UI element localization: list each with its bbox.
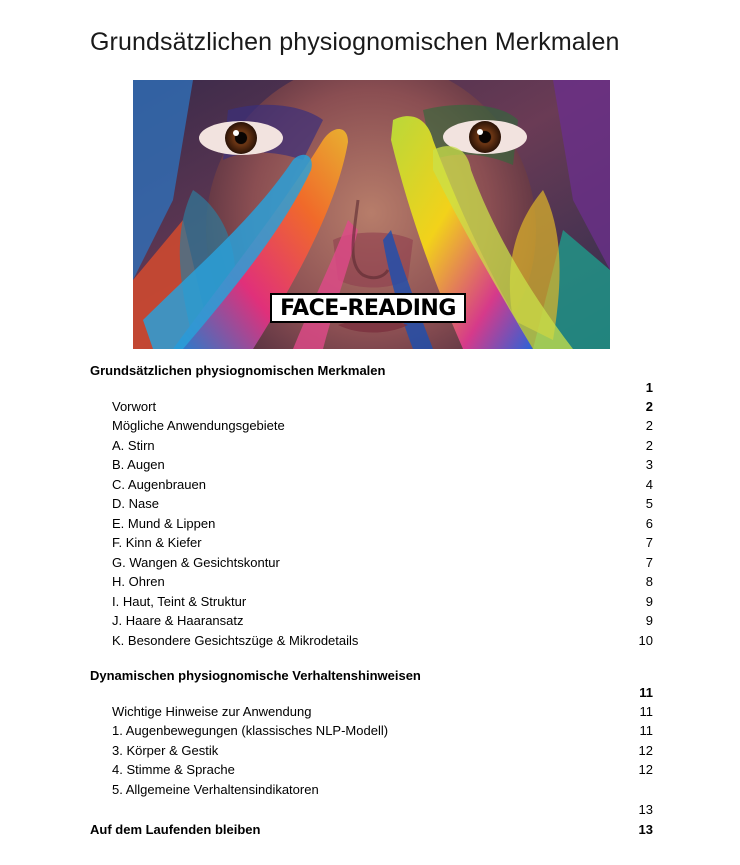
toc-page-number: 12 [638, 762, 653, 777]
toc-page-number: 11 [639, 704, 653, 719]
toc-item[interactable]: E. Mund & Lippen [112, 516, 216, 531]
toc-page-number: 1 [645, 380, 653, 395]
toc-page-number: 11 [639, 685, 653, 700]
toc-item[interactable]: 5. Allgemeine Verhaltensindikatoren [112, 782, 319, 797]
toc-item[interactable]: H. Ohren [112, 574, 165, 589]
face-reading-image [133, 80, 610, 349]
toc-page-number: 9 [645, 594, 653, 609]
toc-page-number: 8 [645, 574, 653, 589]
toc-item[interactable]: Mögliche Anwendungsgebiete [112, 418, 285, 433]
toc-item[interactable]: 4. Stimme & Sprache [112, 762, 235, 777]
toc-page-number: 11 [639, 723, 653, 738]
toc-section-heading[interactable]: Dynamischen physiognomische Verhaltenshinweisen [90, 668, 421, 683]
toc-item[interactable]: A. Stirn [112, 438, 155, 453]
toc-page-number: 10 [638, 633, 653, 648]
toc-item[interactable]: G. Wangen & Gesichtskontur [112, 555, 280, 570]
toc-page-number: 4 [645, 477, 653, 492]
toc-page-number: 9 [645, 613, 653, 628]
toc-section-heading[interactable]: Grundsätzlichen physiognomischen Merkmalen [90, 363, 386, 378]
toc-item[interactable]: J. Haare & Haaransatz [112, 613, 244, 628]
face-reading-banner: FACE-READING [270, 293, 466, 323]
toc-page-number: 13 [638, 822, 653, 837]
toc-page-number: 6 [645, 516, 653, 531]
toc-item[interactable]: 3. Körper & Gestik [112, 743, 219, 758]
toc-item[interactable]: I. Haut, Teint & Struktur [112, 594, 247, 609]
toc-item[interactable]: K. Besondere Gesichtszüge & Mikrodetails [112, 633, 359, 648]
toc-page-number: 2 [645, 399, 653, 414]
toc-item[interactable]: Wichtige Hinweise zur Anwendung [112, 704, 312, 719]
toc-page-number: 2 [645, 438, 653, 453]
toc-page-number: 7 [645, 535, 653, 550]
toc-section-heading[interactable]: Auf dem Laufenden bleiben [90, 822, 261, 837]
toc-item[interactable]: B. Augen [112, 457, 165, 472]
toc-item[interactable]: D. Nase [112, 496, 159, 511]
toc-page-number: 7 [645, 555, 653, 570]
toc-page-number: 3 [645, 457, 653, 472]
toc-page-number: 13 [638, 802, 653, 817]
toc-item[interactable]: C. Augenbrauen [112, 477, 206, 492]
page-title: Grundsätzlichen physiognomischen Merkmalen [90, 28, 620, 56]
toc-page-number: 5 [645, 496, 653, 511]
toc-item[interactable]: 1. Augenbewegungen (klassisches NLP-Modell) [112, 723, 389, 738]
toc-page-number: 2 [645, 418, 653, 433]
toc-item[interactable]: Vorwort [112, 399, 157, 414]
toc-item[interactable]: F. Kinn & Kiefer [112, 535, 202, 550]
toc-page-number: 12 [638, 743, 653, 758]
